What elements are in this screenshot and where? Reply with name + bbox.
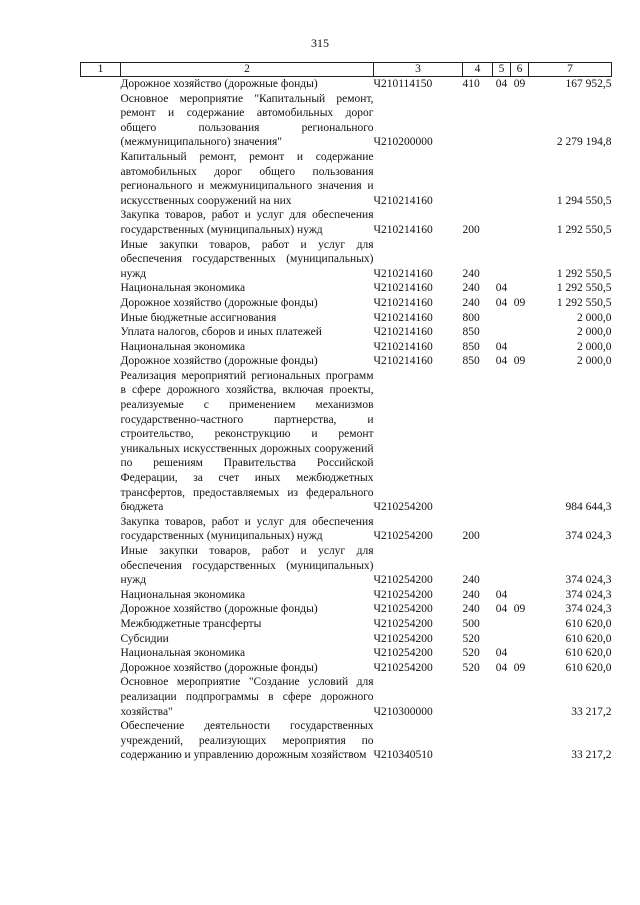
row-name: Дорожное хозяйство (дорожные фонды) (120, 296, 318, 309)
row-spacer (81, 369, 121, 515)
row-spacer (81, 238, 121, 282)
row-col5 (493, 719, 511, 763)
column-header-2: 2 (121, 63, 374, 77)
row-amount: 610 620,0 (565, 617, 612, 630)
row-amount: 610 620,0 (565, 661, 612, 674)
row-col4: 240 (462, 588, 480, 601)
row-code: Ч210254200 (373, 617, 433, 630)
row-col6: 09 (513, 355, 526, 368)
table-row (81, 281, 612, 296)
row-name: Дорожное хозяйство (дорожные фонды) (120, 355, 318, 368)
column-header-6: 6 (511, 63, 529, 77)
row-amount: 2 000,0 (577, 340, 612, 353)
row-col6 (511, 238, 529, 282)
row-spacer (81, 617, 121, 632)
row-amount: 2 000,0 (577, 355, 612, 368)
row-col5 (493, 544, 511, 588)
row-name: Национальная экономика (120, 588, 246, 601)
row-spacer (81, 281, 121, 296)
table-row (81, 311, 612, 326)
row-name: Межбюджетные трансферты (120, 617, 262, 630)
row-col6: 09 (513, 78, 526, 90)
row-col5 (493, 617, 511, 632)
row-col6 (511, 369, 529, 515)
table-row (81, 238, 612, 282)
table-row (81, 719, 612, 763)
row-col6: 09 (513, 603, 526, 616)
row-col4 (463, 369, 493, 515)
column-header-1: 1 (81, 63, 121, 77)
row-col5: 04 (495, 603, 508, 616)
row-amount: 2 000,0 (577, 326, 612, 339)
row-col6 (511, 719, 529, 763)
row-col4: 200 (462, 530, 480, 543)
row-spacer (81, 340, 121, 355)
row-spacer (81, 325, 121, 340)
row-col4: 520 (462, 647, 480, 660)
table-row (81, 661, 612, 676)
row-col6 (511, 675, 529, 719)
row-col6 (511, 617, 529, 632)
row-col6 (511, 150, 529, 208)
row-col5 (493, 325, 511, 340)
row-name: Иные закупки товаров, работ и услуг для обеспечения государственных (муниципальных) нужд (120, 545, 374, 587)
row-spacer (81, 515, 121, 544)
row-col5 (493, 92, 511, 150)
row-col6 (511, 208, 529, 237)
row-code: Ч210214160 (373, 340, 433, 353)
row-name: Основное мероприятие "Создание условий для реализации подпрограммы в сфере дорожного хозяйства" (120, 676, 374, 718)
column-header-4: 4 (463, 63, 493, 77)
row-col6 (511, 544, 529, 588)
row-code: Ч210214160 (373, 311, 433, 324)
row-col4 (463, 675, 493, 719)
row-col6 (511, 281, 529, 296)
column-header-5: 5 (493, 63, 511, 77)
table-row (81, 632, 612, 647)
row-amount: 167 952,5 (565, 78, 612, 90)
row-col5 (493, 238, 511, 282)
row-col4 (463, 719, 493, 763)
row-col5: 04 (495, 355, 508, 368)
row-name: Основное мероприятие "Капитальный ремонт, ремонт и содержание автомобильных дорог общего пользования регионального (межмуниципального) значения" (120, 92, 374, 149)
table-row (81, 369, 612, 515)
row-col4: 240 (462, 296, 480, 309)
row-name: Национальная экономика (120, 282, 246, 295)
row-amount: 2 000,0 (577, 311, 612, 324)
row-col6: 09 (513, 296, 526, 309)
table-row (81, 515, 612, 544)
row-name: Субсидии (120, 632, 169, 645)
table-row (81, 296, 612, 311)
row-code: Ч210254200 (373, 661, 433, 674)
row-col6: 09 (513, 661, 526, 674)
table-row (81, 544, 612, 588)
row-col4: 410 (462, 78, 480, 90)
row-code: Ч210254200 (373, 588, 433, 601)
row-col4 (463, 92, 493, 150)
budget-table (80, 62, 612, 763)
row-code: Ч210214160 (373, 194, 433, 207)
row-amount: 374 024,3 (565, 603, 612, 616)
row-col5: 04 (495, 588, 508, 601)
row-col4 (463, 150, 493, 208)
row-spacer (81, 150, 121, 208)
table-row (81, 675, 612, 719)
row-amount: 374 024,3 (565, 530, 612, 543)
row-col5 (493, 515, 511, 544)
table-row (81, 77, 612, 92)
page-number: 315 (311, 36, 329, 50)
row-name: Иные закупки товаров, работ и услуг для обеспечения государственных (муниципальных) нужд (120, 238, 374, 280)
row-spacer (81, 296, 121, 311)
row-col4: 500 (462, 617, 480, 630)
row-name: Закупка товаров, работ и услуг для обеспечения государственных (муниципальных) нужд (120, 209, 374, 236)
row-code: Ч210300000 (373, 705, 433, 718)
row-code: Ч210340510 (373, 749, 433, 762)
row-amount: 1 292 550,5 (556, 296, 612, 309)
row-spacer (81, 719, 121, 763)
table-row (81, 646, 612, 661)
row-code: Ч210214160 (373, 296, 433, 309)
row-col4: 520 (462, 661, 480, 674)
row-spacer (81, 311, 121, 326)
row-spacer (81, 661, 121, 676)
table-row (81, 150, 612, 208)
row-col6 (511, 340, 529, 355)
row-name: Национальная экономика (120, 340, 246, 353)
row-spacer (81, 675, 121, 719)
row-code: Ч210254200 (373, 574, 433, 587)
row-col6 (511, 92, 529, 150)
row-code: Ч210114150 (373, 78, 433, 90)
row-code: Ч210254200 (373, 647, 433, 660)
row-col6 (511, 515, 529, 544)
row-col5: 04 (495, 661, 508, 674)
row-amount: 610 620,0 (565, 632, 612, 645)
header-row (81, 63, 612, 77)
row-code: Ч210254200 (373, 530, 433, 543)
row-col5 (493, 150, 511, 208)
row-code: Ч210214160 (373, 355, 433, 368)
table-row (81, 602, 612, 617)
row-spacer (81, 646, 121, 661)
table-row (81, 588, 612, 603)
row-amount: 1 292 550,5 (556, 282, 612, 295)
row-amount: 1 294 550,5 (556, 194, 612, 207)
row-col4: 850 (462, 355, 480, 368)
row-code: Ч210214160 (373, 267, 433, 280)
row-name: Дорожное хозяйство (дорожные фонды) (120, 78, 318, 90)
row-col5 (493, 632, 511, 647)
row-name: Закупка товаров, работ и услуг для обеспечения государственных (муниципальных) нужд (120, 515, 374, 543)
row-code: Ч210214160 (373, 326, 433, 339)
table-row (81, 617, 612, 632)
row-name: Уплата налогов, сборов и иных платежей (120, 326, 322, 339)
row-code: Ч210214160 (373, 282, 433, 295)
row-col5: 04 (495, 647, 508, 660)
table-body (81, 77, 612, 763)
row-amount: 33 217,2 (571, 749, 612, 762)
row-spacer (81, 602, 121, 617)
row-name: Национальная экономика (120, 647, 246, 660)
row-col5: 04 (495, 282, 508, 295)
row-spacer (81, 632, 121, 647)
row-col6 (511, 325, 529, 340)
row-col4: 240 (462, 282, 480, 295)
row-col5 (493, 208, 511, 237)
row-col5: 04 (495, 340, 508, 353)
row-code: Ч210200000 (373, 136, 433, 149)
row-amount: 984 644,3 (565, 501, 612, 514)
row-col4: 240 (462, 267, 480, 280)
row-col4: 800 (462, 311, 480, 324)
row-name: Дорожное хозяйство (дорожные фонды) (120, 603, 318, 616)
row-amount: 374 024,3 (565, 588, 612, 601)
table-row (81, 354, 612, 369)
row-col6 (511, 588, 529, 603)
row-col5 (493, 675, 511, 719)
row-code: Ч210254200 (373, 501, 433, 514)
row-col4: 850 (462, 340, 480, 353)
row-col6 (511, 646, 529, 661)
row-code: Ч210254200 (373, 632, 433, 645)
column-header-3: 3 (374, 63, 463, 77)
row-col4: 200 (462, 223, 480, 236)
row-spacer (81, 92, 121, 150)
row-spacer (81, 208, 121, 237)
row-col4: 240 (462, 603, 480, 616)
table-row (81, 208, 612, 237)
row-col4: 520 (462, 632, 480, 645)
table-row (81, 92, 612, 150)
row-col4: 850 (462, 326, 480, 339)
table-row (81, 325, 612, 340)
row-name: Дорожное хозяйство (дорожные фонды) (120, 661, 318, 674)
row-amount: 33 217,2 (571, 705, 612, 718)
row-col5 (493, 311, 511, 326)
row-amount: 1 292 550,5 (556, 267, 612, 280)
row-col5 (493, 369, 511, 515)
row-code: Ч210214160 (373, 223, 433, 236)
row-spacer (81, 354, 121, 369)
table-row (81, 340, 612, 355)
row-amount: 2 279 194,8 (556, 136, 612, 149)
row-amount: 610 620,0 (565, 647, 612, 660)
row-name: Капитальный ремонт, ремонт и содержание автомобильных дорог общего пользования регионального и межмуниципального значения и искусственных сооружений на них (120, 150, 374, 207)
row-name: Реализация мероприятий региональных программ в сфере дорожного хозяйства, включая проекты, реализуемые с применением механизмов государственно-частного партнерства, и строительство, реконструкцию и ремонт уникальных искусственных дорожных сооружений по решениям Правительства Российской Федерации, за счет иных межбюджетных трансфертов, предоставляемых из федерального бюджета (120, 369, 374, 514)
row-name: Иные бюджетные ассигнования (120, 311, 277, 324)
column-header-7: 7 (529, 63, 612, 77)
row-amount: 374 024,3 (565, 574, 612, 587)
row-code: Ч210254200 (373, 603, 433, 616)
row-col4: 240 (462, 574, 480, 587)
row-spacer (81, 588, 121, 603)
row-col5: 04 (495, 78, 508, 90)
row-spacer (81, 77, 121, 92)
row-spacer (81, 544, 121, 588)
row-col5: 04 (495, 296, 508, 309)
row-col6 (511, 632, 529, 647)
row-amount: 1 292 550,5 (556, 223, 612, 236)
row-col6 (511, 311, 529, 326)
row-name: Обеспечение деятельности государственных учреждений, реализующих мероприятия по содержанию и управлению дорожным хозяйством (120, 720, 374, 762)
